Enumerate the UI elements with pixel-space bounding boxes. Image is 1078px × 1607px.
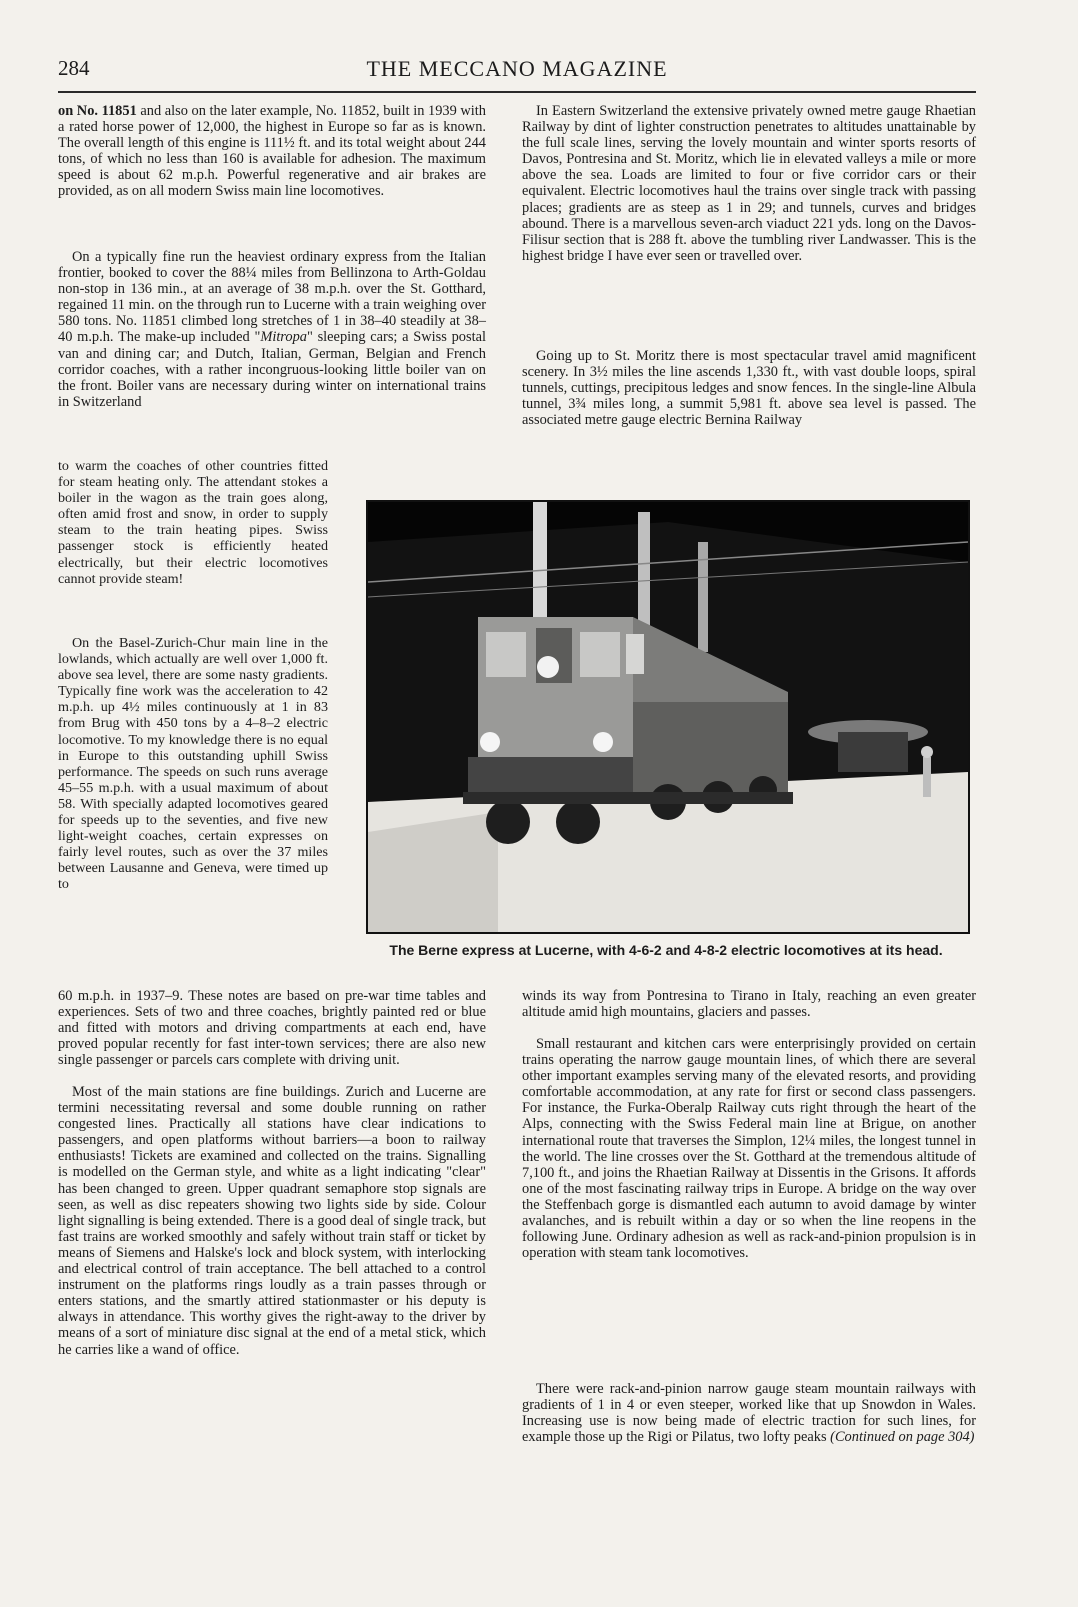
magazine-title: THE MECCANO MAGAZINE <box>366 56 668 81</box>
left-paragraph-2-text-b: " sleeping cars; a Swiss postal van and dining car; and Dutch, Italian, German, Belgian and French corridor coaches, with a rather incongruous-looking little boiler van on the front. Boiler vans are necessary during winter on international trains in Switzerland <box>58 329 486 410</box>
left-paragraph-2 <box>58 249 486 410</box>
right-paragraph-1: In Eastern Switzerland the extensive privately owned metre gauge Rhaetian Railway by dint of lighter construction penetrates to altitudes unattainable by the full scale lines, serving the lovely mountain and winter sports resorts of Davos, Pontresina and St. Moritz, which lie in elevated valleys a mile or more above the sea. Loads are limited to four or five corridor cars or their equivalent. Electric locomotives haul the trains over single track with passing places; gradients are as steep as 1 in 29; and tunnels, curves and bridges abound. There is a marvellous seven-arch viaduct 221 yds. long on the Davos-Filisur section that is 288 ft. above the tumbling river Landwasser. This is the highest bridge I have ever seen or travelled over. <box>522 103 976 264</box>
left-paragraph-2-text-a: On a typically fine run the heaviest ordinary express from the Italian frontier, booked to cover the 88¼ miles from Bellinzona to Arth-Goldau non-stop in 136 min., at an average of 38 m.p.h. over the St. Gotthard, regained 11 min. on the through run to Lucerne with a train weighing over 580 tons. No. 11851 climbed long stretches of 1 in 38–40 steadily at 38–40 m.p.h. The make-up included " <box>58 249 486 346</box>
header-rule <box>58 91 976 93</box>
right-paragraph-4 <box>522 1381 976 1445</box>
left-paragraph-4: Most of the main stations are fine buildings. Zurich and Lucerne are termini necessitating reversal and some double running on rather congested lines. Practically all stations have clear indications to passengers, and open platforms without barriers—a boon to railway enthusiasts! Tickets are examined and collected on the trains. Signalling is modelled on the German style, and white as a light indicating "clear" has been changed to green. Upper quadrant semaphore stop signals are seen, as well as disc repeaters showing two lights side by side. Colour light signalling is being extended. There is a good deal of single track, but fast trains are worked smoothly and safely without train staff or ticket by means of Siemens and Halske's lock and block system, with interlocking and electrical control of train acceptance. The bell attached to a control instrument on the platforms rings loudly as a train passes through or enters stations, and the smartly attired stationmaster or his deputy is always in attendance. This worthy gives the right-away to the driver by means of a sort of miniature disc signal at the end of a metal stick, which he carries like a wand of office. <box>58 1084 486 1358</box>
left-paragraph-2-continued: to warm the coaches of other countries fitted for steam heating only. The attendant stokes a boiler in the wagon as the train goes along, often amid frost and snow, in order to supply steam to the train heating pipes. Swiss passenger stock is efficiently heated electrically, but their electric locomotives cannot provide steam! <box>58 458 328 587</box>
right-paragraph-2: Going up to St. Moritz there is most spectacular travel amid magnificent scenery. In 3½ miles the line ascends 1,330 ft., with vast double loops, spiral tunnels, cuttings, precipitous ledges and snow fences. In the single-line Albula tunnel, 3¾ miles long, a summit 5,981 ft. above sea level is passed. The associated metre gauge electric Bernina Railway <box>522 348 976 429</box>
right-paragraph-3: Small restaurant and kitchen cars were enterprisingly provided on certain trains operating the narrow gauge mountain lines, of which there are several other important examples serving many of the elevated resorts, and providing comfortable accommodation, at any rate for first or second class passengers. For instance, the Furka-Oberalp Railway cuts right through the heart of the Alps, connecting with the Swiss Federal main line at Brigue, on another international route that traverses the Simplon, 12¼ miles, the longest tunnel in the world. The line crosses over the St. Gotthard at the tremendous altitude of 7,100 ft., and joins the Rhaetian Railway at Dissentis in the Grisons. It affords one of the most fascinating railway trips in Europe. A bridge on the way over the Steffenbach gorge is dismantled each autumn to avoid damage by winter avalanches, and is rebuilt within a day or so when the line reopens in the following June. Ordinary adhesion as well as rack-and-pinion propulsion is in operation with steam tank locomotives. <box>522 1036 976 1262</box>
right-paragraph-2-continued: winds its way from Pontresina to Tirano in Italy, reaching an even greater altitude amid high mountains, glaciers and passes. <box>522 988 976 1021</box>
locomotive-photo <box>366 500 970 934</box>
continued-notice: (Continued on page 304) <box>830 1429 975 1446</box>
left-paragraph-1-lead: on No. 11851 <box>58 103 137 119</box>
left-paragraph-3: On the Basel-Zurich-Chur main line in the lowlands, which actually are well over 1,000 ft. above sea level, there are some nasty gradients. Typically fine work was the acceleration to 42 m.p.h. up 4½ miles continuously at 1 in 83 from Brug with 450 tons by a 4–8–2 electric locomotive. To my knowledge there is no equal in Europe to this outstanding uphill Swiss performance. The speeds on such runs average 45–55 m.p.h. with a usual maximum of about 58. With specially adapted locomotives geared for speeds up to the seventies, and five new light-weight coaches, certain expresses on fairly level routes, such as over the 37 miles between Lausanne and Geneva, were timed up to <box>58 635 328 893</box>
left-paragraph-1-text: and also on the later example, No. 11852, built in 1939 with a rated horse power of 12,000, the highest in Europe so far as is known. The overall length of this engine is 111½ ft. and its total weight about 244 tons, of which no less than 160 is available for adhesion. The maximum speed is about 62 m.p.h. Powerful regenerative and air brakes are provided, as on all modern Swiss main line locomotives. <box>58 103 486 200</box>
right-paragraph-4-text: There were rack-and-pinion narrow gauge steam mountain railways with gradients of 1 in 4 or even steeper, worked like that up Snowdon in Wales. Increasing use is now being made of electric traction for such lines, for example those up the Rigi or Pilatus, two lofty peaks <box>522 1381 976 1446</box>
page-number: 284 <box>58 56 90 80</box>
left-paragraph-3-continued: 60 m.p.h. in 1937–9. These notes are based on pre-war time tables and experiences. Sets of two and three coaches, brightly painted red or blue and fitted with motors and driving compartments at each end, have proved popular recently for fast inter-town services; there are also new single passenger or parcels cars complete with driving unit. <box>58 988 486 1069</box>
photo-caption: The Berne express at Lucerne, with 4-6-2 and 4-8-2 electric locomotives at its head. <box>389 942 943 958</box>
page-header <box>58 56 976 90</box>
mitropa-italic: Mitropa <box>260 329 307 346</box>
locomotive-illustration <box>368 502 968 932</box>
left-paragraph-1 <box>58 103 486 200</box>
